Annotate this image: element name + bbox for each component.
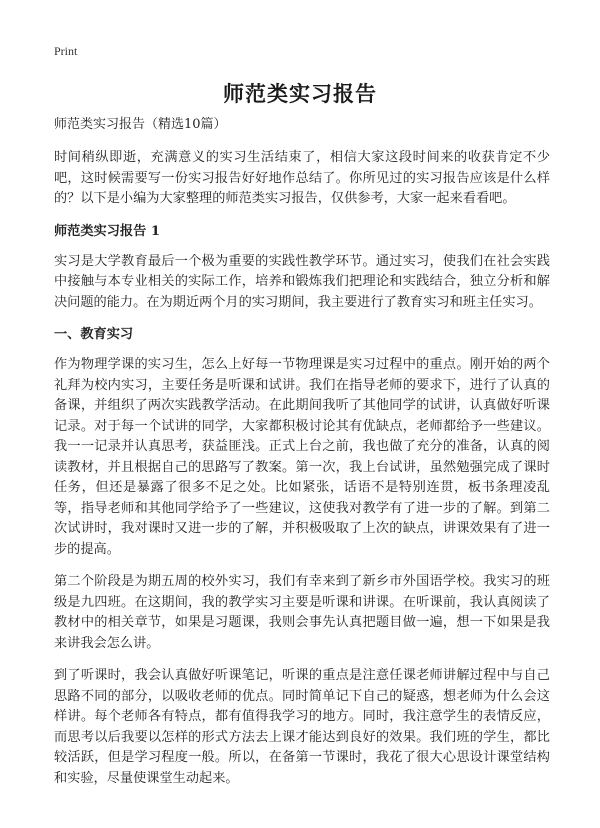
teaching-paragraph-2: 第二个阶段是为期五周的校外实习，我们有幸来到了新乡市外国语学校。我实习的班级是九四班。在这期间，我的教学实习主要是听课和讲课。在听课前，我认真阅读了教材中的相关章节，如果是习题课，我则会事先认真把题目做一遍，想一下如果是我来讲我会怎么讲。 [54, 574, 550, 651]
report-heading: 师范类实习报告 1 [54, 223, 161, 239]
document-title: 师范类实习报告 [223, 81, 377, 106]
report-paragraph: 实习是大学教育最后一个极为重要的实践性教学环节。通过实习，使我们在社会实践中接触与本专业相关的实际工作，培养和锻炼我们把理论和实践结合，独立分析和解决问题的能力。在为期近两个月的实习期间，我主要进行了教育实习和班主任实习。 [54, 253, 550, 310]
document-body [54, 116, 550, 801]
teaching-paragraph-1: 作为物理学课的实习生，怎么上好每一节物理课是实习过程中的重点。刚开始的两个礼拜为校内实习，主要任务是听课和试讲。我们在指导老师的要求下，进行了认真的备课，并组织了两次实践教学活动。在此期间我听了其他同学的试讲，认真做好听课记录。对于每一个试讲的同学，大家都积极讨论其有优缺点，老师都给予一些建议。我一一记录并认真思考，获益匪浅。正式上台之前，我也做了充分的准备，认真的阅读教材，并且根据自己的思路写了教案。第一次，我上台试讲，虽然勉强完成了课时任务，但还是暴露了很多不足之处。比如紧张，话语不是特别连贯，板书条理凌乱等，指导老师和其他同学给予了一些建议，这使我对教学有了进一步的了解。到第二次试讲时，我对课时又进一步的了解，并积极吸取了上次的缺点，讲课效果有了进一步的提高。 [54, 357, 550, 557]
teaching-paragraph-3: 到了听课时，我会认真做好听课笔记，听课的重点是注意任课老师讲解过程中与自己思路不同的部分，以吸收老师的优点。同时简单记下自己的疑惑，想老师为什么会这样讲。每个老师各有特点，都有值得我学习的地方。同时，我注意学生的表情反应，而思考以后我要以怎样的形式方法去上课才能达到良好的效果。我们班的学生，都比较活跃，但是学习程度一般。所以，在备第一节课时，我花了很大心思设计课堂结构和实验，尽量使课堂生动起来。 [54, 668, 550, 786]
print-link[interactable]: Print [54, 44, 78, 58]
section-heading-teaching: 一、教育实习 [54, 327, 134, 342]
document-subtitle: 师范类实习报告（精选10篇） [54, 117, 227, 132]
intro-paragraph: 时间稍纵即逝，充满意义的实习生活结束了，相信大家这段时间来的收获肯定不少吧，这时候需要写一份实习报告好好地作总结了。你所见过的实习报告应该是什么样的？以下是小编为大家整理的师范类实习报告，仅供参考，大家一起来看看吧。 [54, 150, 550, 206]
